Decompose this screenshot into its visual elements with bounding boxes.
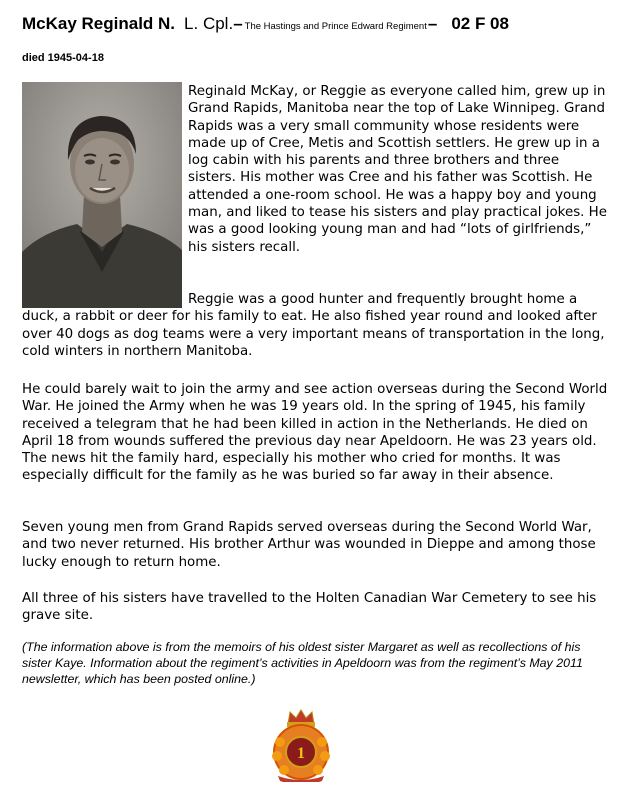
header-dash: – [233,14,243,33]
source-note: (The information above is from the memoirs of his oldest sister Margaret as well as recollections of his sister Kaye. Information about the regiment’s activities in Apeldoorn was from the regiment’s May 2011 newsletter, which has been posted online.) [22,640,583,686]
header-dash-2: – [427,14,438,33]
grave-plot: 02 F 08 [451,14,509,33]
page-header [22,14,509,34]
story-intro [22,83,608,360]
soldier-name: McKay Reginald N. [22,14,176,33]
soldier-rank: L. Cpl. [184,14,234,33]
paragraph-grand-rapids: Seven young men from Grand Rapids served overseas during the Second World War, and two never returned. His brother Arthur was wounded in Dieppe and among those lucky enough to return home. [22,520,596,570]
paragraph-childhood: Reginald McKay, or Reggie as everyone called him, grew up in Grand Rapids, Manitoba near the top of Lake Winnipeg. Grand Rapids was a very small community whose residents were made up of Cree, Metis and Scottish settlers. He grew up in a log cabin with his parents and three brothers and three sisters. His mother was Cree and his father was Scottish. He attended a one-room school. He was a happy boy and young man, and liked to tease his sisters and play practical jokes. He was a good looking young man and had “lots of girlfriends,” his sisters recall. [188,84,607,255]
paragraph-army: He could barely wait to join the army and see action overseas during the Second World War. He joined the Army when he was 19 years old. In the spring of 1945, his family received a telegram that he had been killed in action in the Netherlands. He died on April 18 from wounds suffered the previous day near Apeldoorn. He was 23 years old. The news hit the family hard, especially his mother who cried for months. It was especially difficult for the family as he was buried so far away in their absence. [22,382,608,484]
paragraph-hunting: Reggie was a good hunter and frequently brought home a duck, a rabbit or deer for his family to eat. He also fished year round and looked after over 40 dogs as dog teams were a very important means of transportation in the long, cold winters in northern Manitoba. [22,292,605,359]
regiment-crest-icon [268,708,334,782]
paragraph-sisters: All three of his sisters have travelled to the Holten Canadian War Cemetery to see his grave site. [22,591,597,624]
death-date: died 1945-04-18 [22,52,104,64]
svg-text:1: 1 [297,745,305,762]
regiment-name: The Hastings and Prince Edward Regiment [244,21,427,32]
